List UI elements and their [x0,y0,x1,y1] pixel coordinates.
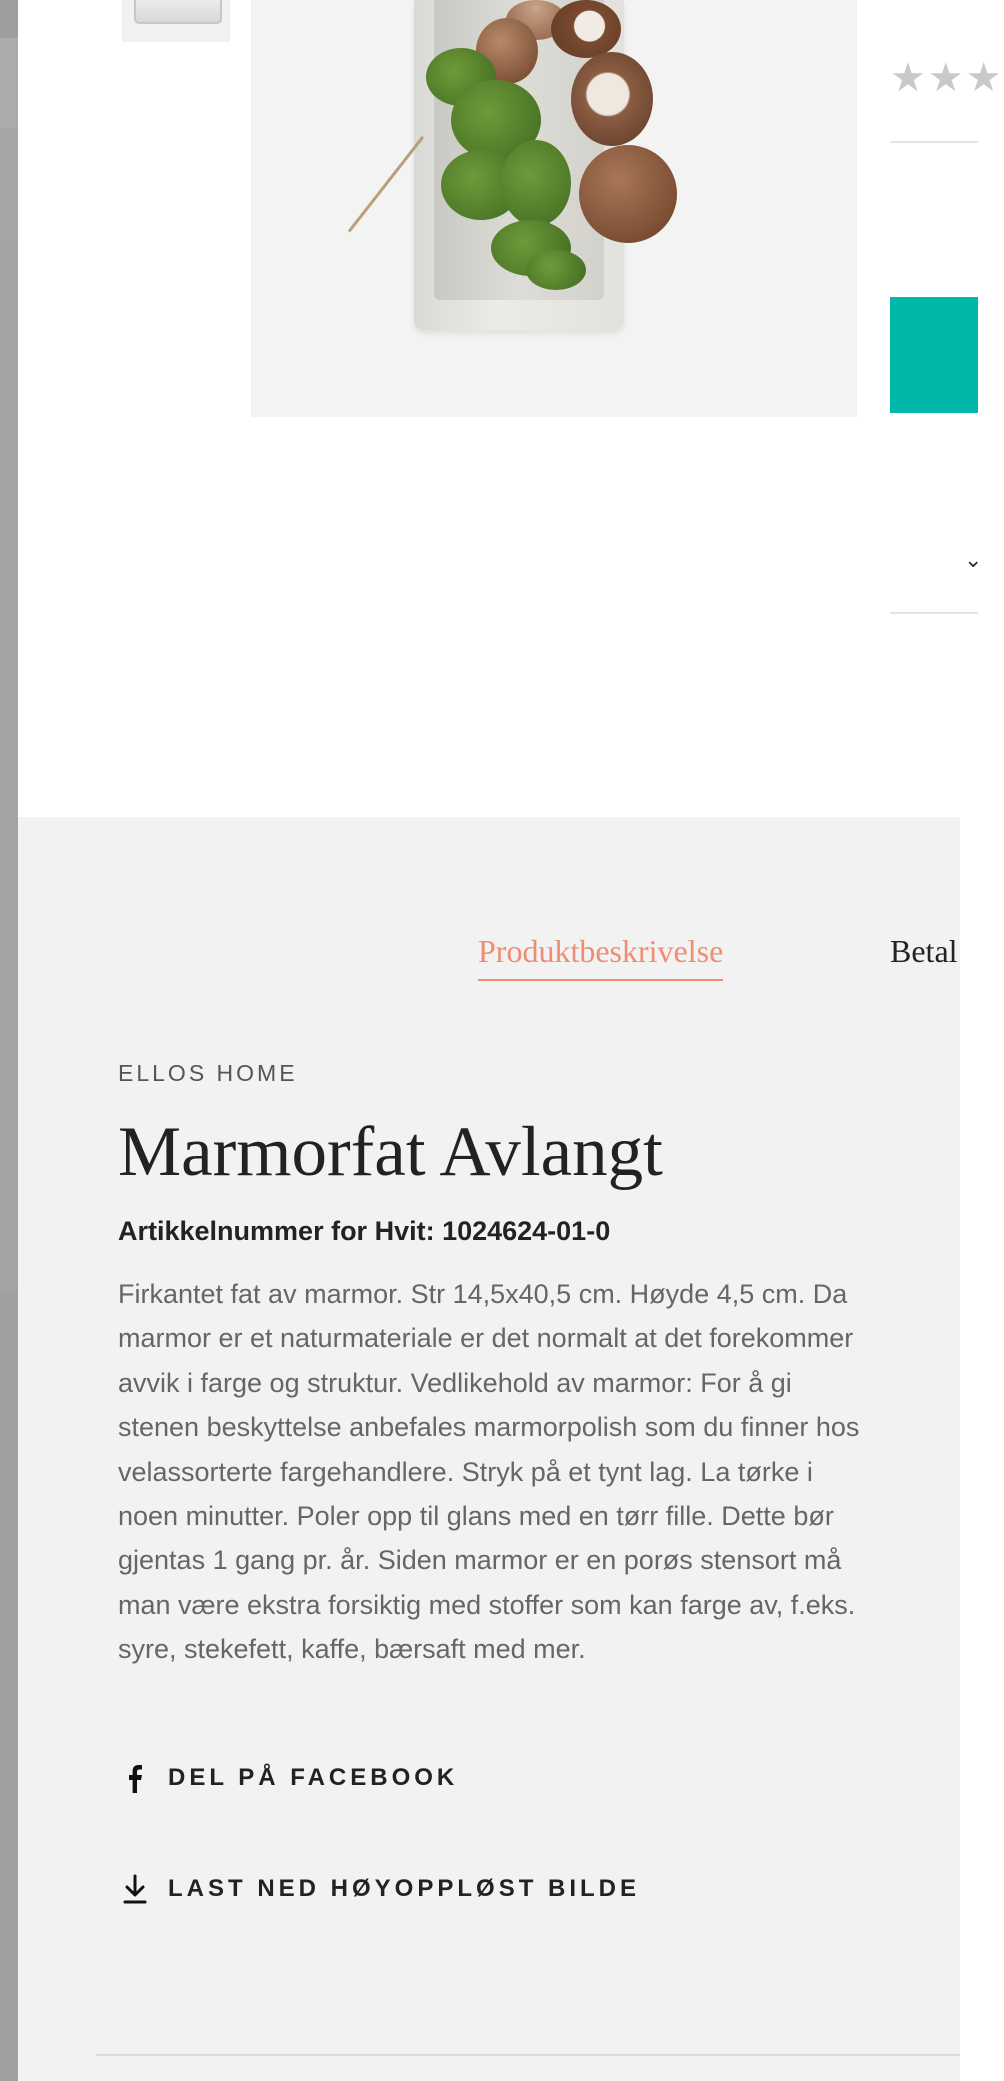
thumbnail-dish-image [134,0,222,24]
article-number: Artikkelnummer for Hvit: 1024624-01-0 [118,1216,611,1246]
divider [96,2054,960,2056]
mushroom-illustration [579,145,677,243]
herb-illustration [501,140,571,226]
purchase-panel [890,0,1004,700]
mushroom-illustration [571,52,653,146]
tab-product-description[interactable]: Produktbeskrivelse [478,933,723,981]
twine-illustration [348,136,424,232]
brand-name: ELLOS HOME [118,1060,298,1086]
overlay-segment [0,0,18,38]
overlay-segment [0,38,18,128]
download-image-label: LAST NED HØYOPPLØST BILDE [168,1875,641,1902]
divider [890,141,978,143]
product-description: Firkantet fat av marmor. Str 14,5x40,5 cm. Høyde 4,5 cm. Da marmor er et naturmateriale er det normalt at det forekommer avvik i farge og struktur. Vedlikehold av marmor: For å gi stenen beskyttelse anbefales marmorpolish som du finner hos velassorterte fargehandlere. Stryk på et tynt lag. La tørke i noen minutter. Poler opp til glans med en tørr fille. Dette bør gjentas 1 gang pr. år. Siden marmor er en porøs stensort må man være ekstra forsiktig med stoffer som kan farge av, f.eks. syre, stekefett, kaffe, bærsaft med mer. [118,1279,860,1665]
tab-payment[interactable]: Betal [890,933,958,969]
facebook-icon [118,1761,152,1795]
download-icon [118,1872,152,1906]
share-facebook-link[interactable] [118,1761,458,1795]
divider [890,612,978,614]
overlay-segment [0,1292,18,2081]
rating-stars[interactable]: ★★★ [890,55,1004,101]
gallery-thumbnail[interactable] [122,0,230,42]
product-title: Marmorfat Avlangt [118,1113,663,1191]
mushroom-illustration [551,0,621,58]
overlay-segment [0,128,18,240]
product-info-section [18,817,960,2081]
product-gallery-section [18,0,1004,817]
download-image-link[interactable] [118,1872,640,1906]
share-facebook-label: DEL PÅ FACEBOOK [168,1764,459,1791]
herb-illustration [526,250,586,290]
chevron-down-icon[interactable]: ⌄ [964,548,983,573]
add-to-cart-button[interactable] [890,297,978,413]
left-side-overlay [0,0,18,2081]
main-product-image[interactable] [251,0,857,417]
